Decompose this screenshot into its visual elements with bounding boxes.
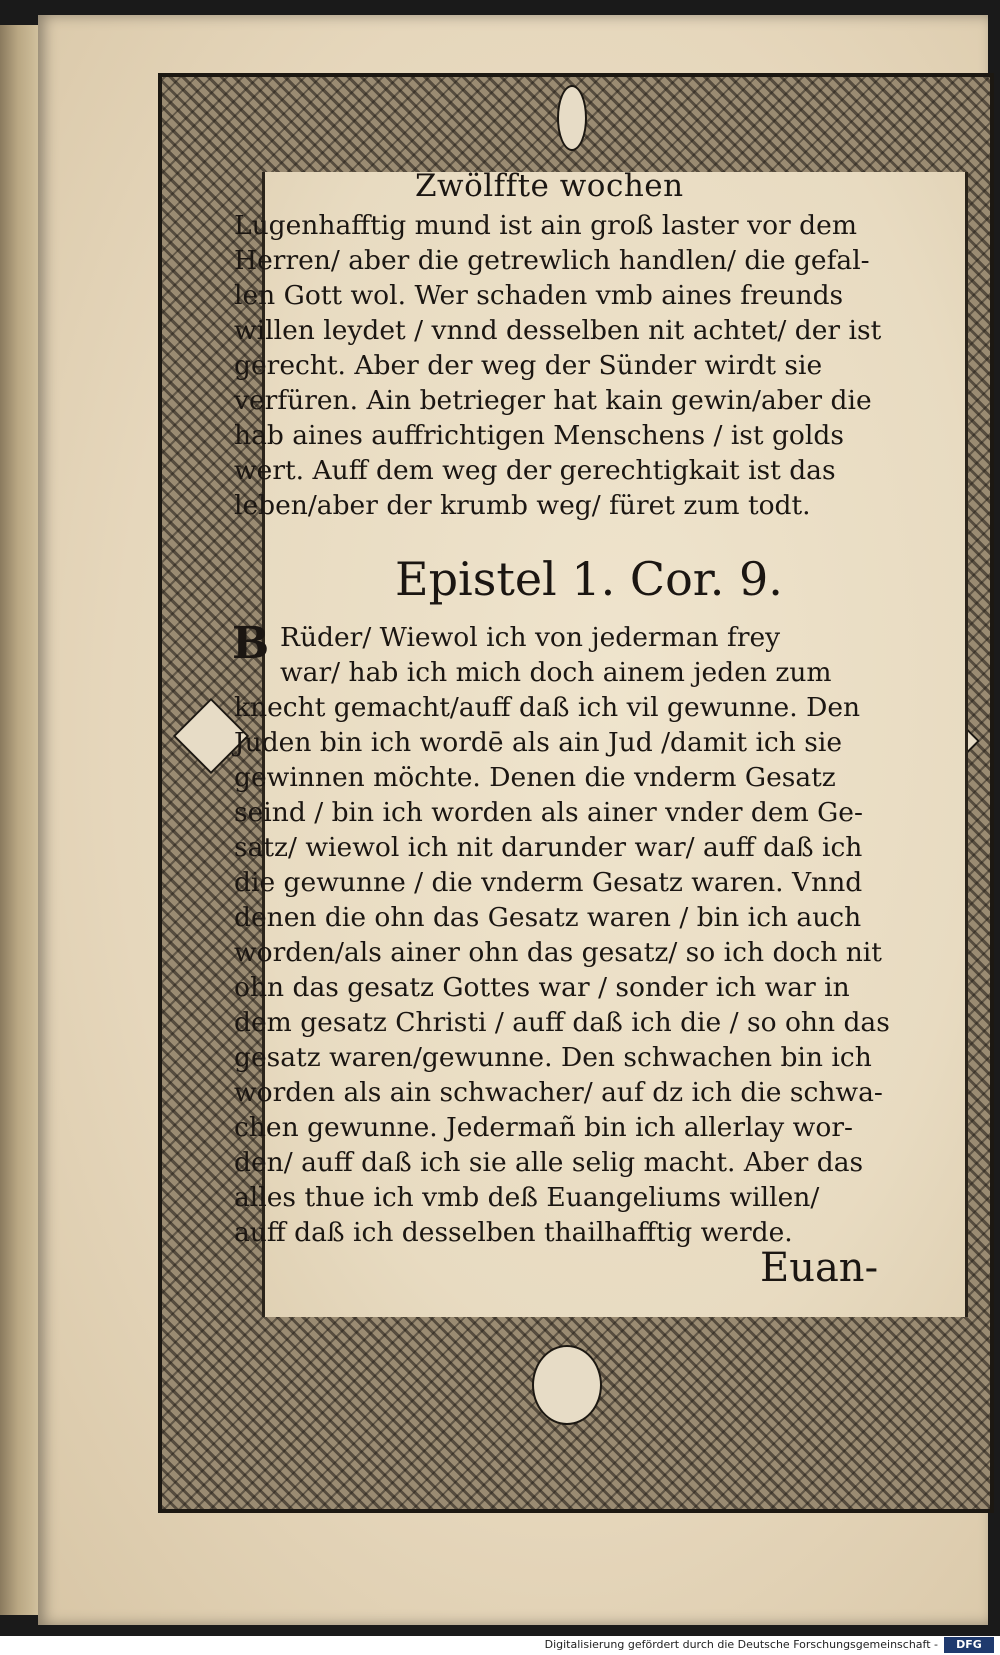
- text-line: den/ auff daß ich sie alle selig macht. Aber das: [234, 1147, 864, 1178]
- text-line: auff daß ich desselben thailhafftig werde.: [234, 1217, 793, 1248]
- ornament-medallion-top: [557, 85, 587, 151]
- text-line: len Gott wol. Wer schaden vmb aines freunds: [234, 280, 844, 311]
- text-line: knecht gemacht/auff daß ich vil gewunne. Den: [234, 692, 861, 723]
- dfg-logo: DFG: [944, 1637, 994, 1653]
- text-line: worden als ain schwacher/ auf dz ich die schwa-: [234, 1077, 883, 1108]
- text-line: Juden bin ich wordē als ain Jud /damit ich sie: [234, 727, 843, 758]
- text-line: die gewunne / die vnderm Gesatz waren. Vnnd: [234, 867, 863, 898]
- text-line: Herren/ aber die getrewlich handlen/ die gefal-: [234, 245, 870, 276]
- text-line: Lugenhafftig mund ist ain groß laster vor dem: [234, 210, 857, 241]
- text-line: worden/als ainer ohn das gesatz/ so ich doch nit: [234, 937, 882, 968]
- text-line: dem gesatz Christi / auff daß ich die / so ohn das: [234, 1007, 890, 1038]
- epistle-heading: Epistel 1. Cor. 9.: [395, 552, 783, 606]
- text-line: gerecht. Aber der weg der Sünder wirdt sie: [234, 350, 823, 381]
- drop-initial: B: [232, 618, 270, 669]
- text-line: hab aines auffrichtigen Menschens / ist golds: [234, 420, 844, 451]
- text-line: wert. Auff dem weg der gerechtigkait ist das: [234, 455, 836, 486]
- text-line: war/ hab ich mich doch ainem jeden zum: [280, 657, 832, 688]
- text-line: satz/ wiewol ich nit darunder war/ auff daß ich: [234, 832, 863, 863]
- ornament-face-bottom: [532, 1345, 602, 1425]
- text-line: gewinnen möchte. Denen die vnderm Gesatz: [234, 762, 836, 793]
- catchword: Euan-: [760, 1245, 879, 1291]
- text-line: leben/aber der krumb weg/ füret zum todt.: [234, 490, 811, 521]
- text-line: willen leydet / vnnd desselben nit achtet/ der ist: [234, 315, 882, 346]
- text-line: gesatz waren/gewunne. Den schwachen bin ich: [234, 1042, 872, 1073]
- running-head: Zwölffte wochen: [415, 168, 684, 204]
- text-line: alles thue ich vmb deß Euangeliums willen/: [234, 1182, 820, 1213]
- text-line: denen die ohn das Gesatz waren / bin ich auch: [234, 902, 862, 933]
- text-line: seind / bin ich worden als ainer vnder dem Ge-: [234, 797, 863, 828]
- text-line: Rüder/ Wiewol ich von jederman frey: [280, 622, 781, 653]
- text-line: verfüren. Ain betrieger hat kain gewin/aber die: [234, 385, 872, 416]
- text-line: chen gewunne. Jedermañ bin ich allerlay wor-: [234, 1112, 853, 1143]
- funding-notice: Digitalisierung gefördert durch die Deutsche Forschungsgemeinschaft -: [544, 1638, 938, 1651]
- text-line: ohn das gesatz Gottes war / sonder ich war in: [234, 972, 850, 1003]
